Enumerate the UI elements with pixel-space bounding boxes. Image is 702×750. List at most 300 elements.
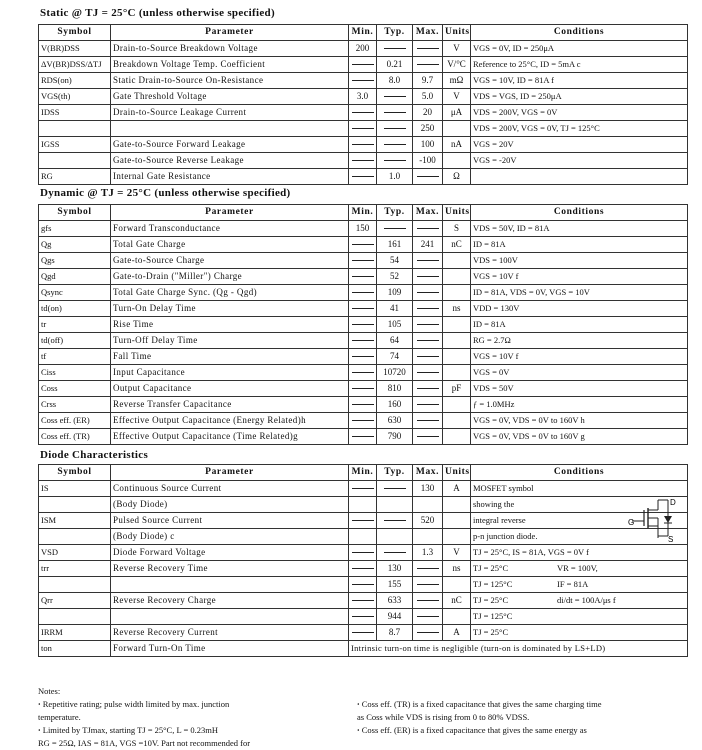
min-cell <box>349 137 377 153</box>
typ-cell <box>377 105 413 121</box>
typ-cell <box>377 89 413 105</box>
conditions-cell: ID = 81A, VDS = 0V, VGS = 10V <box>471 285 688 301</box>
typ-cell <box>377 545 413 561</box>
dash-mark <box>417 420 439 421</box>
dash-mark <box>384 552 406 553</box>
min-cell <box>349 497 377 513</box>
conditions-cell: VGS = 20V <box>471 137 688 153</box>
max-cell <box>413 397 443 413</box>
max-cell: 250 <box>413 121 443 137</box>
symbol-cell: ton <box>39 641 111 657</box>
dash-mark <box>352 324 374 325</box>
table-row <box>39 497 688 513</box>
typ-cell: 10720 <box>377 365 413 381</box>
column-header-max: Max. <box>413 205 443 221</box>
min-cell <box>349 413 377 429</box>
dash-mark <box>352 64 374 65</box>
column-header-symbol: Symbol <box>39 25 111 41</box>
dynamic-section-title: Dynamic @ TJ = 25°C (unless otherwise specified) <box>40 187 291 199</box>
parameter-cell: Drain-to-Source Leakage Current <box>111 105 349 121</box>
dash-mark <box>417 404 439 405</box>
parameter-cell: Turn-Off Delay Time <box>111 333 349 349</box>
symbol-cell <box>39 153 111 169</box>
unit-cell <box>443 413 471 429</box>
max-cell <box>413 561 443 577</box>
conditions-cell: VDS = 50V, ID = 81A <box>471 221 688 237</box>
dash-mark <box>352 436 374 437</box>
notes-title: Notes: <box>38 686 61 696</box>
static-spec-table <box>38 24 688 185</box>
typ-cell <box>377 137 413 153</box>
max-cell <box>413 577 443 593</box>
min-cell <box>349 269 377 285</box>
min-cell: 3.0 <box>349 89 377 105</box>
max-cell <box>413 169 443 185</box>
typ-cell: 52 <box>377 269 413 285</box>
conditions-cell: VGS = -20V <box>471 153 688 169</box>
unit-cell: pF <box>443 381 471 397</box>
conditions-cell: Reference to 25°C, ID = 5mA c <box>471 57 688 73</box>
parameter-cell: Static Drain-to-Source On-Resistance <box>111 73 349 89</box>
min-cell <box>349 285 377 301</box>
column-header-units: Units <box>443 465 471 481</box>
symbol-cell: IS <box>39 481 111 497</box>
parameter-cell: Gate-to-Source Reverse Leakage <box>111 153 349 169</box>
table-row <box>39 513 688 529</box>
symbol-cell <box>39 609 111 625</box>
parameter-cell: Total Gate Charge <box>111 237 349 253</box>
parameter-cell: Gate Threshold Voltage <box>111 89 349 105</box>
typ-cell: 41 <box>377 301 413 317</box>
typ-cell <box>377 513 413 529</box>
parameter-cell: Reverse Recovery Charge <box>111 593 349 609</box>
min-cell <box>349 513 377 529</box>
parameter-cell: Effective Output Capacitance (Energy Related)h <box>111 413 349 429</box>
dash-mark <box>384 96 406 97</box>
dash-mark <box>352 176 374 177</box>
min-cell <box>349 73 377 89</box>
symbol-cell: Coss <box>39 381 111 397</box>
dash-mark <box>352 552 374 553</box>
dash-mark <box>384 144 406 145</box>
parameter-cell: Effective Output Capacitance (Time Related)g <box>111 429 349 445</box>
dash-mark <box>417 372 439 373</box>
unit-cell: V/°C <box>443 57 471 73</box>
static-section-title: Static @ TJ = 25°C (unless otherwise specified) <box>40 7 275 19</box>
symbol-cell: VGS(th) <box>39 89 111 105</box>
min-cell <box>349 545 377 561</box>
table-row <box>39 57 688 73</box>
typ-cell: 74 <box>377 349 413 365</box>
conditions-cell: ID = 81A <box>471 317 688 333</box>
table-row <box>39 301 688 317</box>
symbol-cell: Qrr <box>39 593 111 609</box>
conditions-cell: VDS = 50V <box>471 381 688 397</box>
table-row <box>39 413 688 429</box>
condition-text: TJ = 25°C <box>473 595 509 605</box>
table-row <box>39 381 688 397</box>
column-header-parameter: Parameter <box>111 205 349 221</box>
typ-cell: 161 <box>377 237 413 253</box>
conditions-cell: VGS = 10V f <box>471 349 688 365</box>
dash-mark <box>417 600 439 601</box>
typ-cell: 0.21 <box>377 57 413 73</box>
dash-mark <box>384 112 406 113</box>
dash-mark <box>384 48 406 49</box>
max-cell <box>413 349 443 365</box>
typ-cell: 1.0 <box>377 169 413 185</box>
max-cell: 241 <box>413 237 443 253</box>
conditions-cell: showing the <box>471 497 688 513</box>
conditions-cell <box>471 169 688 185</box>
symbol-cell: Qg <box>39 237 111 253</box>
dash-mark <box>352 112 374 113</box>
dash-mark <box>352 568 374 569</box>
typ-cell: 630 <box>377 413 413 429</box>
parameter-cell: Breakdown Voltage Temp. Coefficient <box>111 57 349 73</box>
conditions-cell: ƒ = 1.0MHz <box>471 397 688 413</box>
max-cell <box>413 333 443 349</box>
table-row <box>39 577 688 593</box>
unit-cell <box>443 577 471 593</box>
parameter-cell <box>111 609 349 625</box>
dash-mark <box>352 80 374 81</box>
typ-cell: 8.0 <box>377 73 413 89</box>
table-row <box>39 41 688 57</box>
dash-mark <box>417 176 439 177</box>
table-row <box>39 349 688 365</box>
dash-mark <box>352 404 374 405</box>
conditions-cell <box>471 593 688 609</box>
table-row <box>39 121 688 137</box>
unit-cell <box>443 529 471 545</box>
symbol-cell: Coss eff. (TR) <box>39 429 111 445</box>
conditions-cell: VGS = 0V, VDS = 0V to 160V h <box>471 413 688 429</box>
unit-cell <box>443 513 471 529</box>
table-row <box>39 397 688 413</box>
conditions-cell: VGS = 0V, ID = 250μA <box>471 41 688 57</box>
dash-mark <box>352 340 374 341</box>
table-row <box>39 153 688 169</box>
table-header-row <box>39 25 688 41</box>
conditions-cell <box>471 561 688 577</box>
mosfet-drain-label: D <box>670 498 676 507</box>
max-cell <box>413 253 443 269</box>
unit-cell: Ω <box>443 169 471 185</box>
conditions-cell <box>471 577 688 593</box>
table-row <box>39 561 688 577</box>
dash-mark <box>352 372 374 373</box>
parameter-cell: Continuous Source Current <box>111 481 349 497</box>
dash-mark <box>384 488 406 489</box>
max-cell <box>413 381 443 397</box>
typ-cell: 633 <box>377 593 413 609</box>
dash-mark <box>417 260 439 261</box>
table-row-ton <box>39 641 688 657</box>
symbol-cell: Qsync <box>39 285 111 301</box>
unit-cell <box>443 285 471 301</box>
symbol-cell: IGSS <box>39 137 111 153</box>
symbol-cell: Coss eff. (ER) <box>39 413 111 429</box>
min-cell <box>349 609 377 625</box>
parameter-cell: Gate-to-Source Forward Leakage <box>111 137 349 153</box>
typ-cell: 130 <box>377 561 413 577</box>
min-cell <box>349 365 377 381</box>
max-cell <box>413 317 443 333</box>
dash-mark <box>417 340 439 341</box>
parameter-cell: Total Gate Charge Sync. (Qg - Qgd) <box>111 285 349 301</box>
min-cell <box>349 301 377 317</box>
typ-cell <box>377 153 413 169</box>
conditions-cell: MOSFET symbol <box>471 481 688 497</box>
column-header-min: Min. <box>349 465 377 481</box>
table-header-row <box>39 205 688 221</box>
min-cell: 150 <box>349 221 377 237</box>
condition-text-secondary: di/dt = 100A/μs f <box>557 595 616 605</box>
conditions-cell: VDS = 200V, VGS = 0V, TJ = 125°C <box>471 121 688 137</box>
typ-cell: 64 <box>377 333 413 349</box>
parameter-cell: Gate-to-Source Charge <box>111 253 349 269</box>
max-cell <box>413 413 443 429</box>
table-row <box>39 89 688 105</box>
parameter-cell: (Body Diode) <box>111 497 349 513</box>
min-cell <box>349 561 377 577</box>
unit-cell <box>443 349 471 365</box>
min-cell: 200 <box>349 41 377 57</box>
parameter-cell: (Body Diode) c <box>111 529 349 545</box>
mosfet-source-label: S <box>668 535 674 542</box>
parameter-cell: Reverse Transfer Capacitance <box>111 397 349 413</box>
condition-text: TJ = 25°C <box>473 563 509 573</box>
parameter-cell <box>111 577 349 593</box>
min-cell <box>349 577 377 593</box>
diode-section-title: Diode Characteristics <box>40 449 149 461</box>
column-header-conditions: Conditions <box>471 465 688 481</box>
table-row <box>39 593 688 609</box>
max-cell <box>413 529 443 545</box>
dash-mark <box>352 388 374 389</box>
symbol-cell: Qgs <box>39 253 111 269</box>
conditions-cell: VDS = VGS, ID = 250μA <box>471 89 688 105</box>
note-line: ꞏ Coss eff. (ER) is a fixed capacitance that gives the same energy as <box>357 725 587 735</box>
parameter-cell <box>111 121 349 137</box>
unit-cell <box>443 609 471 625</box>
dash-mark <box>417 308 439 309</box>
max-cell <box>413 269 443 285</box>
typ-cell: 105 <box>377 317 413 333</box>
symbol-cell: RDS(on) <box>39 73 111 89</box>
parameter-cell: Output Capacitance <box>111 381 349 397</box>
min-cell <box>349 349 377 365</box>
conditions-cell: TJ = 25°C, IS = 81A, VGS = 0V f <box>471 545 688 561</box>
notes-left <box>38 685 250 750</box>
min-cell <box>349 625 377 641</box>
table-row <box>39 545 688 561</box>
parameter-cell: Forward Transconductance <box>111 221 349 237</box>
conditions-cell: integral reverse <box>471 513 688 529</box>
unit-cell <box>443 429 471 445</box>
table-row <box>39 137 688 153</box>
typ-cell: 109 <box>377 285 413 301</box>
table-row <box>39 529 688 545</box>
max-cell: 1.3 <box>413 545 443 561</box>
unit-cell <box>443 497 471 513</box>
unit-cell: nA <box>443 137 471 153</box>
unit-cell <box>443 269 471 285</box>
parameter-cell: Reverse Recovery Current <box>111 625 349 641</box>
typ-cell <box>377 121 413 137</box>
symbol-cell: td(on) <box>39 301 111 317</box>
symbol-cell <box>39 121 111 137</box>
column-header-typ: Typ. <box>377 205 413 221</box>
unit-cell <box>443 365 471 381</box>
dash-mark <box>417 616 439 617</box>
parameter-cell: Input Capacitance <box>111 365 349 381</box>
conditions-cell: RG = 2.7Ω <box>471 333 688 349</box>
column-header-max: Max. <box>413 25 443 41</box>
mosfet-gate-label: G <box>628 518 635 527</box>
dash-mark <box>384 228 406 229</box>
symbol-cell <box>39 529 111 545</box>
unit-cell <box>443 333 471 349</box>
dash-mark <box>417 48 439 49</box>
symbol-cell: IRRM <box>39 625 111 641</box>
table-row <box>39 253 688 269</box>
typ-cell: 810 <box>377 381 413 397</box>
typ-cell: 8.7 <box>377 625 413 641</box>
dash-mark <box>417 276 439 277</box>
unit-cell: μA <box>443 105 471 121</box>
max-cell <box>413 41 443 57</box>
min-cell <box>349 333 377 349</box>
dash-mark <box>417 584 439 585</box>
max-cell: 9.7 <box>413 73 443 89</box>
conditions-cell: ID = 81A <box>471 237 688 253</box>
dash-mark <box>352 616 374 617</box>
dash-mark <box>352 632 374 633</box>
dash-mark <box>417 436 439 437</box>
symbol-cell: td(off) <box>39 333 111 349</box>
max-cell <box>413 429 443 445</box>
dash-mark <box>384 128 406 129</box>
unit-cell: V <box>443 545 471 561</box>
table-row <box>39 609 688 625</box>
symbol-cell: ΔV(BR)DSS/ΔTJ <box>39 57 111 73</box>
table-row <box>39 237 688 253</box>
min-cell <box>349 381 377 397</box>
table-row <box>39 317 688 333</box>
unit-cell <box>443 121 471 137</box>
min-cell <box>349 253 377 269</box>
typ-cell <box>377 41 413 57</box>
dash-mark <box>352 520 374 521</box>
parameter-cell: Turn-On Delay Time <box>111 301 349 317</box>
parameter-cell: Rise Time <box>111 317 349 333</box>
dash-mark <box>417 632 439 633</box>
dash-mark <box>417 292 439 293</box>
table-row <box>39 73 688 89</box>
max-cell <box>413 497 443 513</box>
column-header-units: Units <box>443 205 471 221</box>
column-header-symbol: Symbol <box>39 465 111 481</box>
typ-cell: 160 <box>377 397 413 413</box>
typ-cell <box>377 529 413 545</box>
dash-mark <box>352 144 374 145</box>
table-row <box>39 285 688 301</box>
unit-cell: S <box>443 221 471 237</box>
dash-mark <box>417 388 439 389</box>
min-cell <box>349 121 377 137</box>
dash-mark <box>417 228 439 229</box>
dash-mark <box>417 356 439 357</box>
table-row <box>39 625 688 641</box>
column-header-conditions: Conditions <box>471 205 688 221</box>
column-header-symbol: Symbol <box>39 205 111 221</box>
symbol-cell <box>39 577 111 593</box>
min-cell <box>349 237 377 253</box>
min-cell <box>349 529 377 545</box>
dash-mark <box>352 244 374 245</box>
unit-cell <box>443 397 471 413</box>
max-cell <box>413 301 443 317</box>
max-cell <box>413 285 443 301</box>
condition-text: TJ = 125°C <box>473 579 513 589</box>
condition-text-secondary: VR = 100V, <box>557 563 598 573</box>
min-cell <box>349 153 377 169</box>
parameter-cell: Forward Turn-On Time <box>111 641 349 657</box>
parameter-cell: Fall Time <box>111 349 349 365</box>
column-header-typ: Typ. <box>377 25 413 41</box>
dash-mark <box>352 308 374 309</box>
max-cell <box>413 221 443 237</box>
unit-cell: ns <box>443 301 471 317</box>
note-line: RG = 25Ω, IAS = 81A, VGS =10V. Part not recommended for <box>38 738 251 748</box>
symbol-cell: VSD <box>39 545 111 561</box>
typ-cell: 155 <box>377 577 413 593</box>
dash-mark <box>352 600 374 601</box>
parameter-cell: Pulsed Source Current <box>111 513 349 529</box>
typ-cell <box>377 497 413 513</box>
min-cell <box>349 481 377 497</box>
note-line: ꞏ Repetitive rating; pulse width limited by max. junction <box>38 699 230 709</box>
unit-cell: nC <box>443 593 471 609</box>
dash-mark <box>384 520 406 521</box>
symbol-cell: tf <box>39 349 111 365</box>
table-row <box>39 481 688 497</box>
unit-cell: A <box>443 625 471 641</box>
conditions-cell: VDD = 130V <box>471 301 688 317</box>
unit-cell: V <box>443 89 471 105</box>
column-header-min: Min. <box>349 205 377 221</box>
typ-cell: 54 <box>377 253 413 269</box>
dash-mark <box>352 584 374 585</box>
notes-right <box>357 698 601 737</box>
conditions-cell: TJ = 25°C <box>471 625 688 641</box>
dash-mark <box>417 64 439 65</box>
min-cell <box>349 593 377 609</box>
conditions-cell: p-n junction diode. <box>471 529 688 545</box>
column-header-min: Min. <box>349 25 377 41</box>
symbol-cell: Crss <box>39 397 111 413</box>
max-cell: 100 <box>413 137 443 153</box>
dash-mark <box>352 160 374 161</box>
table-row <box>39 169 688 185</box>
max-cell: 520 <box>413 513 443 529</box>
dash-mark <box>352 292 374 293</box>
dash-mark <box>352 128 374 129</box>
dash-mark <box>352 420 374 421</box>
note-line: ꞏ Limited by TJmax, starting TJ = 25°C, L = 0.23mH <box>38 725 219 735</box>
